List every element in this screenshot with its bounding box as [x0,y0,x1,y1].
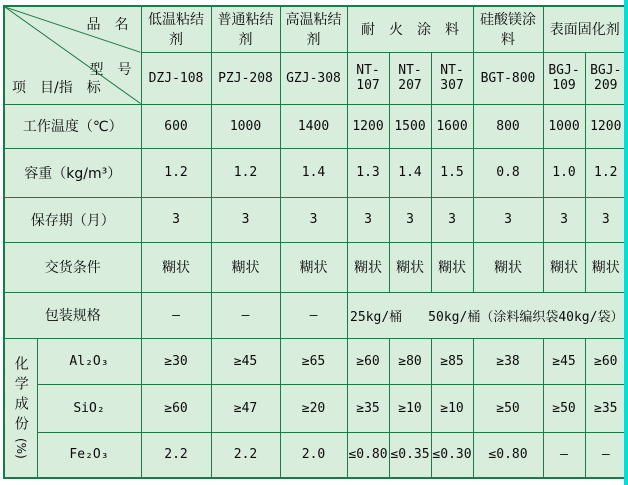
value-cell: 糊状 [347,242,389,292]
value-cell: 1200 [347,104,389,148]
delivery-condition-row [4,242,627,292]
value-cell: 1600 [431,104,473,148]
value-cell: 0.8 [473,148,543,197]
model-cell: NT-307 [431,52,473,104]
value-cell: 糊状 [473,242,543,292]
value-cell: 3 [473,197,543,242]
value-cell: 1400 [280,104,347,148]
corner-header-cell [4,6,141,104]
value-cell: 3 [431,197,473,242]
value-cell: 糊状 [280,242,347,292]
value-cell: 糊状 [431,242,473,292]
value-cell: ≥10 [431,384,473,432]
corner-model-label: 型 号 [89,62,132,78]
bulk-density-row [4,148,627,197]
value-cell: ≤0.80 [473,432,543,478]
working-temperature-row [4,104,627,148]
chemistry-fe2o3-row [4,432,627,478]
chemistry-group-unit: (%) [13,438,28,460]
value-cell: 1500 [389,104,431,148]
value-cell: ≥85 [431,338,473,384]
row-label: 交货条件 [4,242,141,292]
value-cell: 2.2 [211,432,280,478]
value-cell: 1000 [543,104,585,148]
value-cell: 1.2 [585,148,627,197]
row-label: 包装规格 [4,292,141,338]
model-cell: DZJ-108 [141,52,211,104]
product-group-header-row [4,6,627,52]
value-cell: ≥45 [543,338,585,384]
product-group-header: 表面固化剂 [543,6,627,52]
value-cell: 2.0 [280,432,347,478]
chemistry-sio2-row [4,384,627,432]
spec-table [3,5,628,479]
chemistry-group-label: 化学成份 [12,356,29,437]
right-edge-strip [624,0,628,485]
value-cell: 1.4 [280,148,347,197]
value-cell: 1.2 [141,148,211,197]
value-cell: 600 [141,104,211,148]
row-label: 保存期（月） [4,197,141,242]
corner-item-indicator-label: 项 目/指 标 [12,79,101,96]
value-cell: ≥60 [585,338,627,384]
value-cell: 糊状 [543,242,585,292]
value-cell: — [141,292,211,338]
value-cell: 1.3 [347,148,389,197]
value-cell: 3 [211,197,280,242]
value-cell: ≥80 [389,338,431,384]
chemistry-group-cell [4,338,37,478]
chemical-formula: Al₂O₃ [37,338,141,384]
value-cell: 1000 [211,104,280,148]
model-cell: PZJ-208 [211,52,280,104]
shelf-life-row [4,197,627,242]
value-cell: ≥35 [347,384,389,432]
value-cell: ≥60 [141,384,211,432]
value-cell: ≥50 [543,384,585,432]
value-cell: 1.5 [431,148,473,197]
value-cell: ≥30 [141,338,211,384]
value-cell: 糊状 [585,242,627,292]
value-cell: ≥45 [211,338,280,384]
model-cell: BGJ-109 [543,52,585,104]
value-cell: 3 [347,197,389,242]
product-group-header: 普通粘结剂 [211,6,280,52]
chemical-formula: Fe₂O₃ [37,432,141,478]
model-cell: GZJ-308 [280,52,347,104]
value-cell: ≥47 [211,384,280,432]
model-cell: NT-207 [389,52,431,104]
product-group-header: 耐 火 涂 料 [347,6,473,52]
packaging-merged-cell: 25kg/桶 50kg/桶（涂料编织袋40kg/袋） [347,292,627,338]
value-cell: — [211,292,280,338]
value-cell: — [585,432,627,478]
value-cell: 3 [585,197,627,242]
product-group-header: 低温粘结剂 [141,6,211,52]
value-cell: ≥65 [280,338,347,384]
model-cell: NT-107 [347,52,389,104]
value-cell: 3 [543,197,585,242]
value-cell: ≥38 [473,338,543,384]
value-cell: — [543,432,585,478]
model-cell: BGT-800 [473,52,543,104]
product-group-header: 高温粘结剂 [280,6,347,52]
value-cell: ≥10 [389,384,431,432]
value-cell: 糊状 [141,242,211,292]
value-cell: 1.0 [543,148,585,197]
value-cell: 3 [389,197,431,242]
chemistry-al2o3-row [4,338,627,384]
value-cell: ≤0.80 [347,432,389,478]
corner-product-name-label: 品 名 [86,17,129,33]
value-cell: ≥50 [473,384,543,432]
value-cell: 3 [280,197,347,242]
value-cell: 2.2 [141,432,211,478]
packaging-row [4,292,627,338]
value-cell: 糊状 [211,242,280,292]
row-label: 工作温度（℃） [4,104,141,148]
value-cell: ≥20 [280,384,347,432]
value-cell: 1200 [585,104,627,148]
value-cell: — [280,292,347,338]
value-cell: 1.4 [389,148,431,197]
model-cell: BGJ-209 [585,52,627,104]
value-cell: ≤0.35 [389,432,431,478]
value-cell: ≥35 [585,384,627,432]
product-group-header: 硅酸镁涂料 [473,6,543,52]
value-cell: 800 [473,104,543,148]
row-label: 容重（kg/m³） [4,148,141,197]
value-cell: ≥60 [347,338,389,384]
chemical-formula: SiO₂ [37,384,141,432]
value-cell: 3 [141,197,211,242]
value-cell: 糊状 [389,242,431,292]
value-cell: 1.2 [211,148,280,197]
value-cell: ≤0.30 [431,432,473,478]
